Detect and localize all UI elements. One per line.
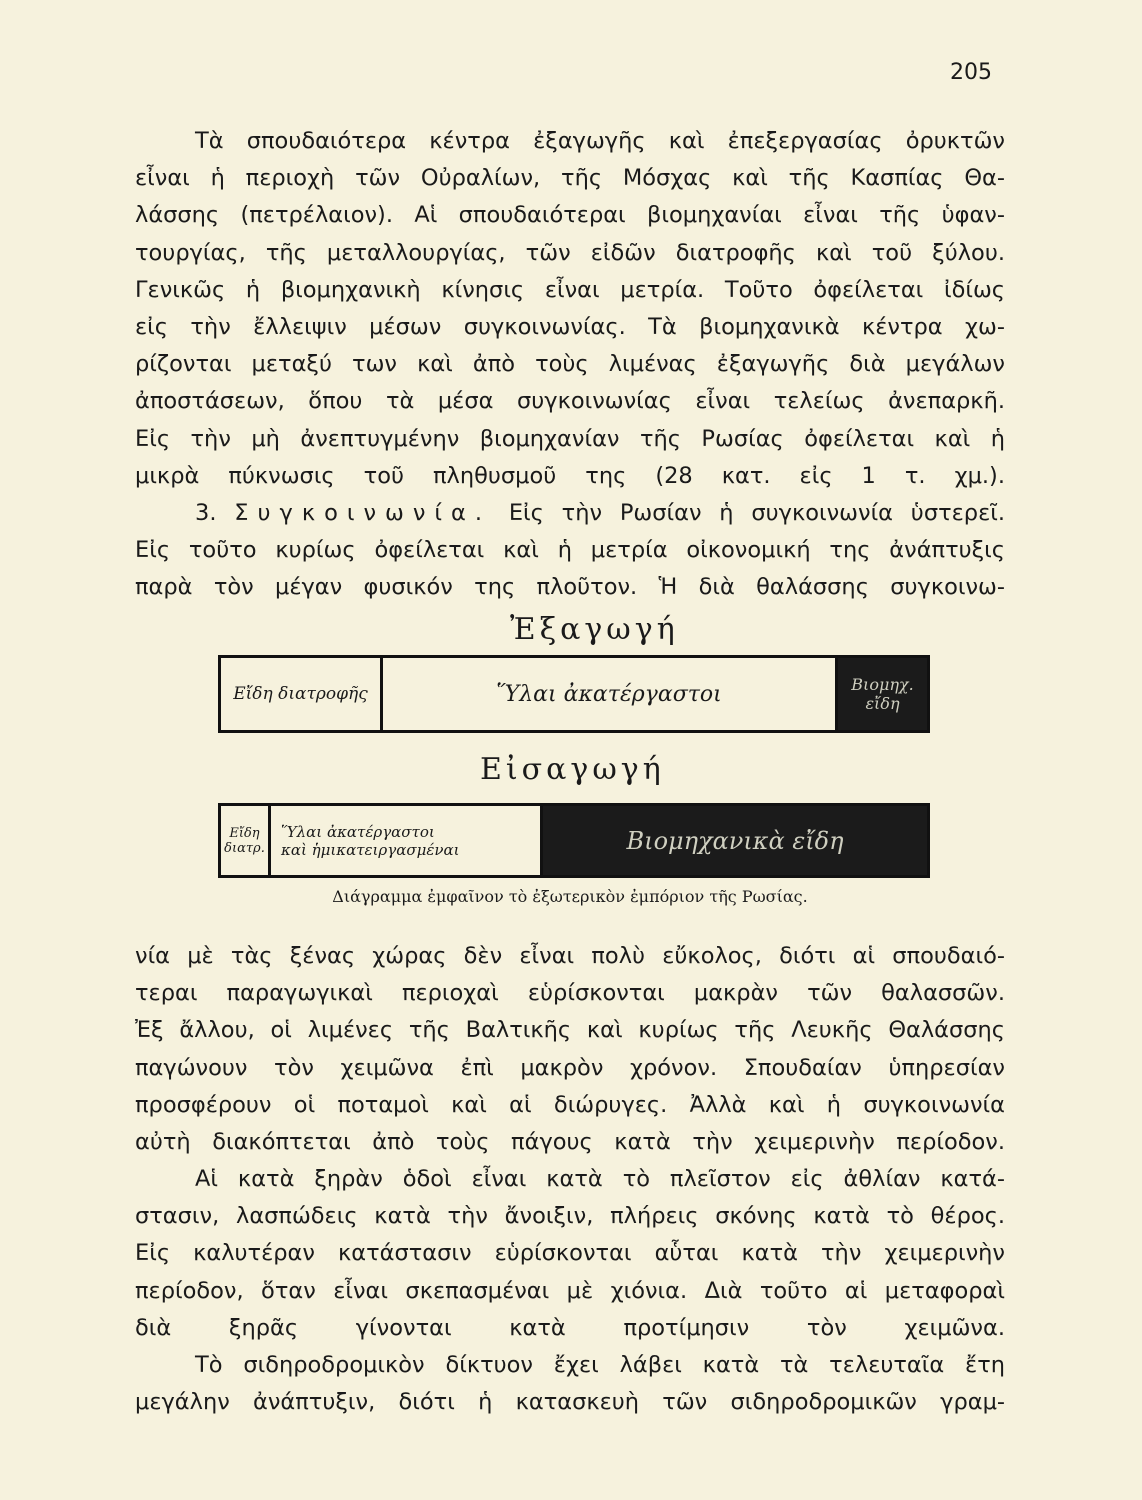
export-title: Ἐξαγωγή (510, 612, 679, 647)
text-line: μεγάλην ἀνάπτυξιν, διότι ἡ κατασκευὴ τῶν σιδηροδρομικῶν γραμ- (135, 1389, 1005, 1416)
paragraph-industry (135, 123, 1005, 495)
export-bar (218, 655, 930, 733)
text-line: Ἐξ ἄλλου, οἱ λιμένες τῆς Βαλτικῆς καὶ κυρίως τῆς Λευκῆς Θαλάσσης (135, 1017, 1005, 1044)
section-text: Εἰς τὴν Ρωσίαν ἡ συγκοινωνία ὑστερεῖ. (508, 500, 1006, 526)
import-industrial-cell: Βιομηχανικὰ εἴδη (543, 806, 927, 875)
import-food-line2: διατρ. (224, 840, 265, 856)
text-line: εἶναι ἡ περιοχὴ τῶν Οὐραλίων, τῆς Μόσχας καὶ τῆς Κασπίας Θα- (135, 165, 1005, 192)
text-line: στασιν, λασπώδεις κατὰ τὴν ἄνοιξιν, πλήρεις σκόνης κατὰ τὸ θέρος. (135, 1203, 1005, 1230)
text-line: διὰ ξηρᾶς γίνονται κατὰ προτίμησιν τὸν χειμῶνα. (135, 1314, 1005, 1341)
text-line: τουργίας, τῆς μεταλλουργίας, τῶν εἰδῶν διατροφῆς καὶ τοῦ ξύλου. (135, 239, 1005, 266)
section-number: 3. (195, 500, 217, 526)
import-food-cell (221, 806, 271, 875)
text-line: νία μὲ τὰς ξένας χώρας δὲν εἶναι πολὺ εὔκολος, διότι αἱ σπουδαιό- (135, 943, 1005, 969)
text-line: εἰς τὴν ἔλλειψιν μέσων συγκοινωνίας. Τὰ βιομηχανικὰ κέντρα χω- (135, 314, 1005, 341)
text-line: Τὰ σπουδαιότερα κέντρα ἐξαγωγῆς καὶ ἐπεξεργασίας ὀρυκτῶν (195, 128, 1005, 154)
text-line: μικρὰ πύκνωσις τοῦ πληθυσμοῦ της (28 κατ. εἰς 1 τ. χμ.). (135, 462, 1005, 489)
text-line: ρίζονται μεταξύ των καὶ ἀπὸ τοὺς λιμένας ἐξαγωγῆς διὰ μεγάλων (135, 351, 1005, 378)
text-line: αὐτὴ διακόπτεται ἀπὸ τοὺς πάγους κατὰ τὴν χειμερινὴν περίοδον. (135, 1129, 1005, 1156)
text-line: Εἰς καλυτέραν κατάστασιν εὑρίσκονται αὗται κατὰ τὴν χειμερινὴν (135, 1240, 1005, 1267)
import-raw-materials-cell (271, 806, 543, 875)
paragraph-railways (135, 1347, 1005, 1421)
text-line: παρὰ τὸν μέγαν φυσικόν της πλοῦτον. Ἡ διὰ θαλάσσης συγκοινω- (135, 574, 1005, 601)
text-line: Τὸ σιδηροδρομικὸν δίκτυον ἔχει λάβει κατὰ τὰ τελευταῖα ἔτη (195, 1352, 1005, 1378)
text-line: Γενικῶς ἡ βιομηχανικὴ κίνησις εἶναι μετρία. Τοῦτο ὀφείλεται ἰδίως (135, 276, 1005, 303)
page-number: 205 (950, 60, 992, 85)
text-line: Αἱ κατὰ ξηρὰν ὁδοὶ εἶναι κατὰ τὸ πλεῖστον εἰς ἀθλίαν κατά- (195, 1166, 1005, 1192)
import-title: Εἰσαγωγή (480, 752, 665, 787)
export-food-cell: Εἴδη διατροφῆς (221, 658, 383, 730)
import-raw-line1: Ὕλαι ἀκατέργαστοι (281, 822, 435, 841)
text-line: προσφέρουν οἱ ποταμοὶ καὶ αἱ διώρυγες. Ἀλλὰ καὶ ἡ συγκοινωνία (135, 1091, 1005, 1118)
paragraph-roads (135, 1161, 1005, 1347)
import-food-line1: Εἴδη (229, 825, 260, 841)
diagram-caption: Διάγραμμα ἐμφαῖνον τὸ ἐξωτερικὸν ἐμπόριον τῆς Ρωσίας. (332, 887, 808, 906)
text-line: λάσσης (πετρέλαιον). Αἱ σπουδαιότεραι βιομηχανίαι εἶναι τῆς ὑφαν- (135, 202, 1005, 229)
export-industrial-cell: Βιομηχ. εἴδη (838, 658, 927, 730)
import-bar (218, 803, 930, 878)
text-line: Εἰς τοῦτο κυρίως ὀφείλεται καὶ ἡ μετρία οἰκονομική της ἀνάπτυξις (135, 537, 1005, 564)
paragraph-foreign-communication (135, 938, 1005, 1161)
export-raw-materials-cell: Ὕλαι ἀκατέργαστοι (383, 658, 838, 730)
text-line: τεραι παραγωγικαὶ περιοχαὶ εὑρίσκονται μακρὰν τῶν θαλασσῶν. (135, 980, 1005, 1007)
section-first-line (135, 495, 1005, 532)
text-line: Εἰς τὴν μὴ ἀνεπτυγμένην βιομηχανίαν τῆς Ρωσίας ὀφείλεται καὶ ἡ (135, 425, 1005, 452)
text-line: περίοδον, ὅταν εἶναι σκεπασμέναι μὲ χιόνια. Διὰ τοῦτο αἱ μεταφοραὶ (135, 1277, 1005, 1304)
import-raw-line2: καὶ ἡμικατειργασμέναι (281, 840, 460, 859)
text-line: ἀποστάσεων, ὅπου τὰ μέσα συγκοινωνίας εἶναι τελείως ἀνεπαρκῆ. (135, 388, 1005, 415)
section-communication (135, 495, 1005, 607)
text-line: παγώνουν τὸν χειμῶνα ἐπὶ μακρὸν χρόνον. Σπουδαίαν ὑπηρεσίαν (135, 1054, 1005, 1081)
section-heading: Συγκοινωνία. (234, 500, 492, 526)
